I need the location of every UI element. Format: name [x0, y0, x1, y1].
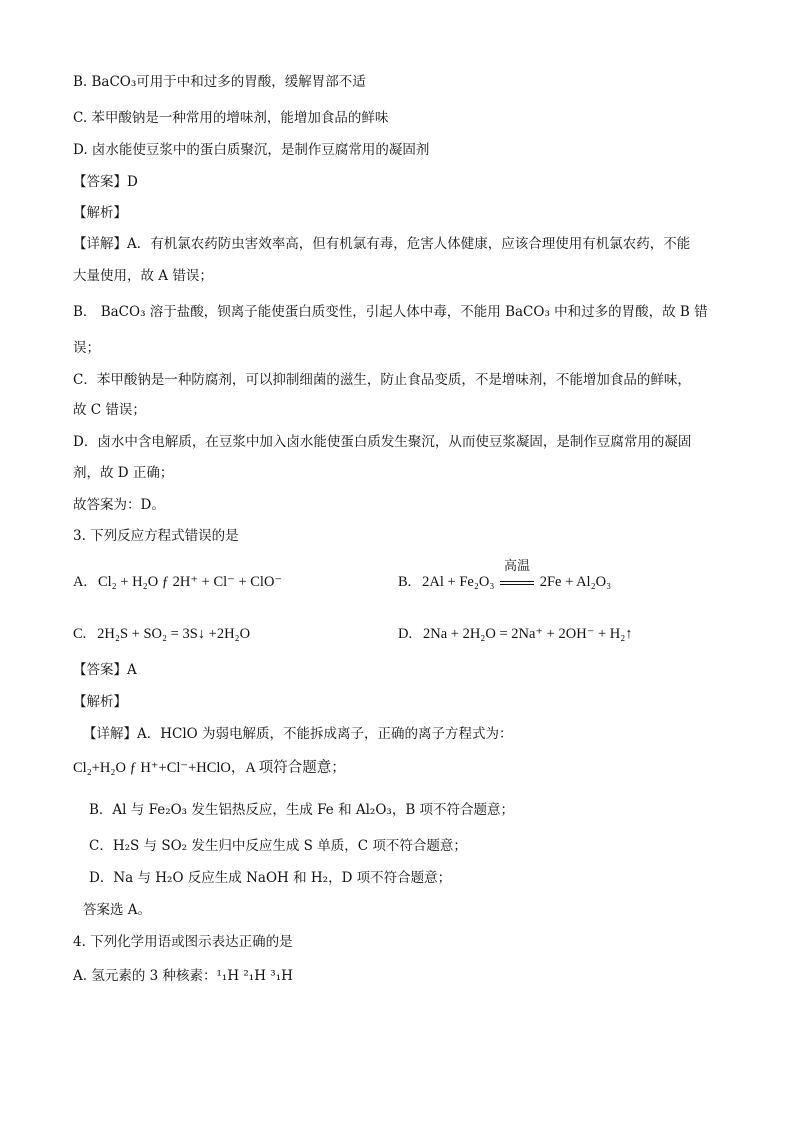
final-answer-line: 答案选 A。: [83, 902, 152, 918]
analysis-label: 【解析】: [73, 205, 127, 221]
option-b-products: 2Fe + Al₂O₃: [539, 574, 612, 590]
condition-text: 高温: [504, 558, 531, 573]
explanation-line: 误；: [73, 340, 100, 356]
option-b-equation: [398, 558, 612, 592]
explanation-line: 剂，故 D 正确；: [73, 465, 174, 481]
question-4-option-a: A. 氢元素的 3 种核素：¹₁H ²₁H ³₁H: [73, 968, 293, 984]
question-3-title: 3. 下列反应方程式错误的是: [73, 528, 239, 544]
reaction-condition: [498, 558, 536, 592]
option-c-formula: 2H₂S + SO₂ = 3S↓ +2H₂O: [97, 626, 251, 642]
explanation-line: 大量使用，故 A 错误；: [73, 268, 213, 284]
option-c-equation: [73, 624, 250, 644]
option-b-label: B.: [398, 574, 412, 590]
answer-label: 【答案】D: [73, 174, 138, 190]
option-d-line: D. 卤水能使豆浆中的蛋白质聚沉，是制作豆腐常用的凝固剂: [73, 142, 430, 158]
analysis-label: 【解析】: [73, 694, 127, 710]
explanation-line: B． BaCO₃ 溶于盐酸，钡离子能使蛋白质变性，引起人体中毒，不能用 BaCO₃ 中和过多的胃酸，故 B 错: [73, 304, 708, 320]
explanation-line: C．H₂S 与 SO₂ 发生归中反应生成 S 单质，C 项不符合题意；: [89, 838, 467, 854]
explanation-line: 【详解】A．HClO 为弱电解质，不能拆成离子，正确的离子方程式为：: [83, 726, 513, 742]
explanation-equation: Cl₂+H₂O ƒ H⁺+Cl⁻+HClO，A 项符合题意；: [73, 760, 346, 776]
explanation-line: B．Al 与 Fe₂O₃ 发生铝热反应，生成 Fe 和 Al₂O₃，B 项不符合题意；: [89, 802, 515, 818]
option-c-label: C.: [73, 626, 87, 642]
answer-label: 【答案】A: [73, 662, 137, 678]
explanation-line: 故 C 错误；: [73, 402, 146, 418]
option-a-label: A.: [73, 574, 88, 590]
option-d-formula: 2Na + 2H₂O = 2Na⁺ + 2OH⁻ + H₂↑: [422, 626, 633, 642]
option-d-label: D.: [398, 626, 413, 642]
option-b-reactants: 2Al + Fe₂O₃: [422, 574, 495, 590]
option-c-line: C. 苯甲酸钠是一种常用的增味剂，能增加食品的鲜味: [73, 110, 389, 126]
option-b-line: B. BaCO₃可用于中和过多的胃酸，缓解胃部不适: [73, 74, 366, 90]
option-a-formula: Cl₂ + H₂O ƒ 2H⁺ + Cl⁻ + ClO⁻: [97, 574, 283, 590]
option-d-equation: [398, 624, 633, 644]
double-line-sign: [500, 581, 534, 585]
option-a-equation: [73, 572, 282, 592]
explanation-line: D．Na 与 H₂O 反应生成 NaOH 和 H₂，D 项不符合题意；: [89, 870, 452, 886]
explanation-line: 【详解】A．有机氯农药防虫害效率高，但有机氯有毒，危害人体健康，应该合理使用有机氯农药，不能: [73, 236, 691, 252]
question-4-title: 4. 下列化学用语或图示表达正确的是: [73, 934, 293, 950]
final-answer-line: 故答案为：D。: [73, 497, 165, 513]
explanation-line: D．卤水中含电解质，在豆浆中加入卤水能使蛋白质发生聚沉，从而使豆浆凝固，是制作豆腐常用的凝固: [73, 434, 692, 450]
explanation-line: C．苯甲酸钠是一种防腐剂，可以抑制细菌的滋生，防止食品变质，不是增味剂，不能增加食品的鲜味，: [73, 372, 691, 388]
